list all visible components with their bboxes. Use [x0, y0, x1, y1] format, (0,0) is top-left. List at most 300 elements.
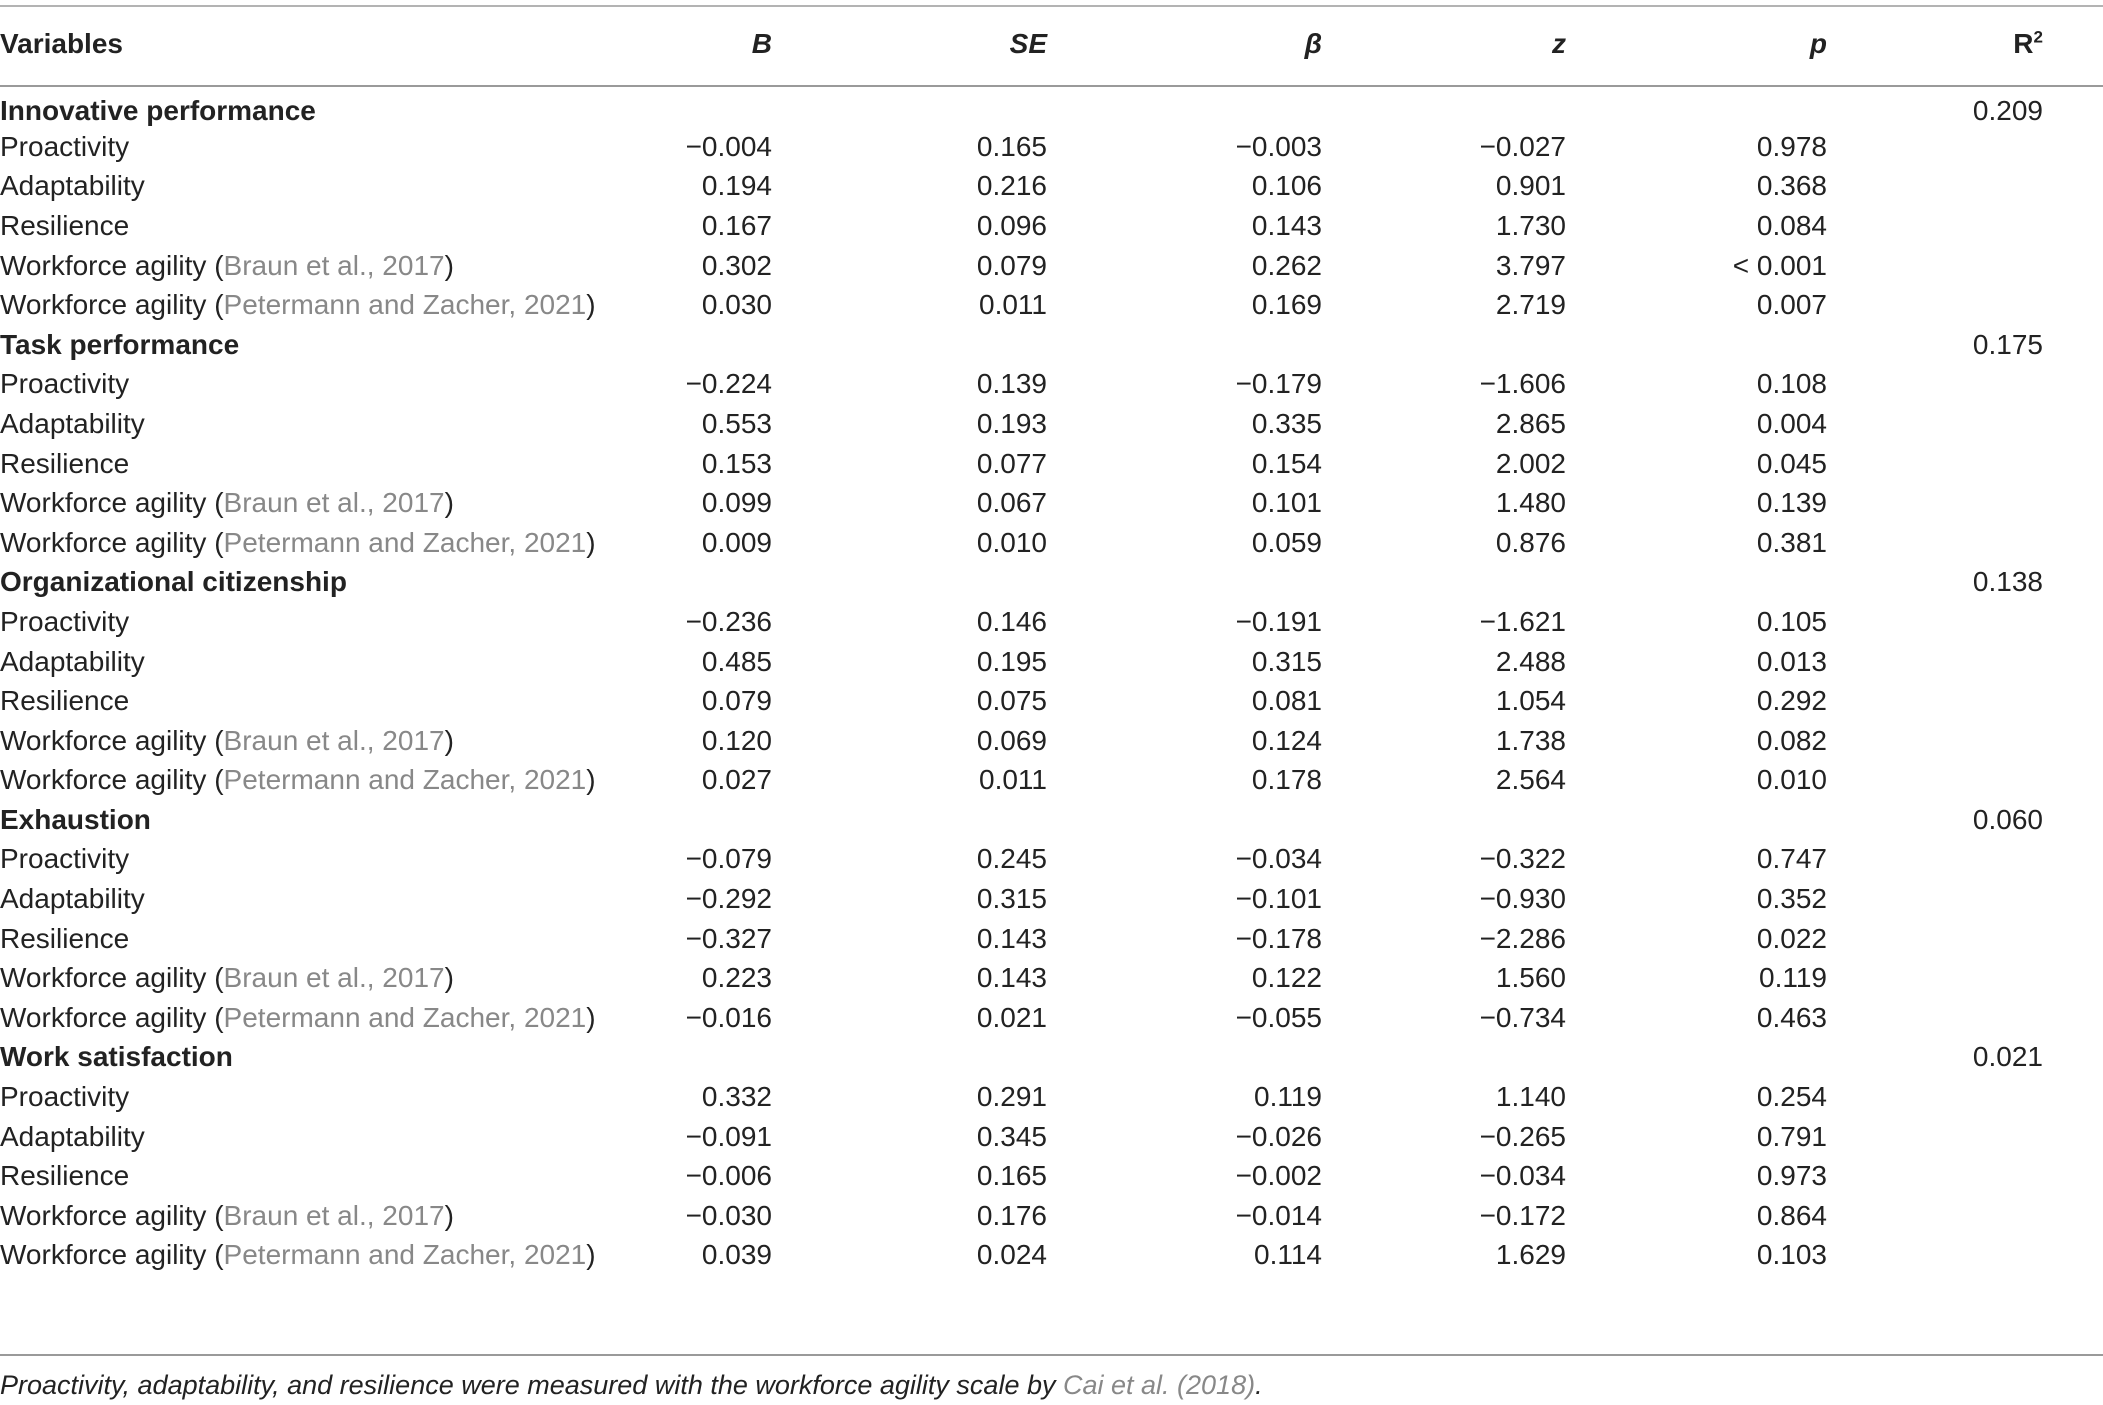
open-paren: ( [206, 764, 224, 796]
value-b: −0.224 [685, 368, 772, 400]
empty-cell [620, 563, 772, 603]
value-b: 0.027 [701, 764, 772, 796]
empty-cell [772, 325, 1047, 365]
empty-cell [1322, 800, 1566, 840]
header-r2-sup: 2 [2033, 27, 2043, 47]
table-row [0, 642, 2103, 682]
empty-cell [1322, 87, 1566, 127]
value-p: 0.022 [1756, 922, 1827, 954]
value-beta: −0.002 [1235, 1160, 1322, 1192]
table-row [0, 167, 2103, 207]
open-paren: ( [206, 962, 224, 994]
value-se: 0.143 [976, 962, 1047, 994]
value-z: 1.054 [1495, 685, 1566, 717]
spacer-cell [2043, 840, 2103, 880]
table-row [0, 998, 2103, 1038]
value-b: −0.004 [685, 130, 772, 162]
value-z: −0.034 [1479, 1160, 1566, 1192]
value-p: 0.463 [1756, 1001, 1827, 1033]
reference-link[interactable]: Petermann and Zacher, 2021 [223, 289, 587, 321]
value-z: −0.930 [1479, 883, 1566, 915]
empty-cell [1322, 325, 1566, 365]
group-label: Work satisfaction [0, 1041, 233, 1073]
spacer-cell [2043, 1156, 2103, 1196]
empty-cell [1827, 681, 2043, 721]
variable-cell [0, 127, 620, 167]
spacer-cell [2043, 1117, 2103, 1157]
close-paren: ) [444, 487, 454, 519]
value-se: 0.011 [979, 764, 1047, 796]
value-p: 0.292 [1756, 685, 1827, 717]
variable-cell [0, 998, 620, 1038]
variable-cell [0, 167, 620, 207]
value-se: 0.291 [976, 1081, 1047, 1113]
value-se: 0.193 [976, 407, 1047, 439]
value-b: 0.153 [701, 447, 772, 479]
value-se: 0.024 [976, 1239, 1047, 1271]
value-beta: 0.124 [1251, 724, 1322, 756]
value-z: −0.322 [1479, 843, 1566, 875]
empty-cell [1827, 444, 2043, 484]
variable-label: Workforce agility [0, 764, 207, 796]
variable-label: Workforce agility [0, 1001, 207, 1033]
spacer-cell [2043, 167, 2103, 207]
variable-label: Resilience [0, 685, 130, 717]
spacer-cell [2043, 642, 2103, 682]
value-beta: 0.106 [1251, 170, 1322, 202]
empty-cell [1827, 285, 2043, 325]
open-paren: ( [206, 249, 224, 281]
reference-link[interactable]: Braun et al., 2017 [223, 962, 445, 994]
empty-cell [1827, 1236, 2043, 1276]
variable-label: Workforce agility [0, 487, 207, 519]
empty-cell [1566, 1038, 1827, 1078]
value-b: 0.485 [701, 645, 772, 677]
close-paren: ) [444, 724, 454, 756]
value-p: 0.004 [1756, 407, 1827, 439]
header-r2 [1827, 0, 2043, 87]
value-p: 0.013 [1756, 645, 1827, 677]
value-p: 0.103 [1756, 1239, 1827, 1271]
table-row [0, 285, 2103, 325]
reference-link[interactable]: Braun et al., 2017 [223, 249, 445, 281]
reference-link[interactable]: Braun et al., 2017 [223, 724, 445, 756]
table-row [0, 1156, 2103, 1196]
spacer-cell [2043, 761, 2103, 801]
value-z: 3.797 [1495, 249, 1566, 281]
value-se: 0.146 [976, 605, 1047, 637]
value-beta: −0.179 [1235, 368, 1322, 400]
value-beta: 0.178 [1251, 764, 1322, 796]
value-z: 2.564 [1495, 764, 1566, 796]
variable-label: Proactivity [0, 368, 130, 400]
empty-cell [1566, 325, 1827, 365]
variable-cell [0, 642, 620, 682]
variable-label: Adaptability [0, 645, 145, 677]
value-p: 0.368 [1756, 170, 1827, 202]
value-z: −0.734 [1479, 1001, 1566, 1033]
empty-cell [1047, 87, 1322, 127]
empty-cell [1827, 404, 2043, 444]
group-row [0, 800, 2103, 840]
spacer-cell [2043, 365, 2103, 405]
variable-cell [0, 721, 620, 761]
empty-cell [1827, 919, 2043, 959]
value-b: 0.302 [701, 249, 772, 281]
variable-cell [0, 285, 620, 325]
reference-link[interactable]: Petermann and Zacher, 2021 [223, 1239, 587, 1271]
table-row [0, 246, 2103, 286]
table-row [0, 206, 2103, 246]
empty-cell [1827, 998, 2043, 1038]
variable-label: Workforce agility [0, 724, 207, 756]
value-z: 1.629 [1495, 1239, 1566, 1271]
spacer-cell [2043, 721, 2103, 761]
close-paren: ) [586, 764, 596, 796]
r2-value: 0.209 [1972, 95, 2043, 126]
table-row [0, 919, 2103, 959]
value-se: 0.011 [979, 289, 1047, 321]
value-b: −0.236 [685, 605, 772, 637]
variable-label: Resilience [0, 447, 130, 479]
empty-cell [1827, 1077, 2043, 1117]
variable-label: Workforce agility [0, 289, 207, 321]
value-beta: −0.003 [1235, 130, 1322, 162]
value-se: 0.195 [976, 645, 1047, 677]
empty-cell [772, 87, 1047, 127]
empty-cell [1047, 325, 1322, 365]
variable-cell [0, 681, 620, 721]
variable-cell [0, 958, 620, 998]
value-beta: 0.262 [1251, 249, 1322, 281]
value-p: 0.747 [1756, 843, 1827, 875]
value-se: 0.069 [976, 724, 1047, 756]
value-z: 1.730 [1495, 209, 1566, 241]
variable-cell [0, 1196, 620, 1236]
empty-cell [1322, 1038, 1566, 1078]
value-p: 0.978 [1756, 130, 1827, 162]
value-b: 0.009 [701, 526, 772, 558]
r2-value: 0.175 [1972, 328, 2043, 360]
value-z: −2.286 [1479, 922, 1566, 954]
value-z: 0.901 [1495, 170, 1566, 202]
empty-cell [1827, 523, 2043, 563]
value-p: < 0.001 [1732, 249, 1827, 281]
variable-cell [0, 761, 620, 801]
value-z: −0.265 [1479, 1120, 1566, 1152]
value-se: 0.143 [976, 922, 1047, 954]
variable-label: Workforce agility [0, 1199, 207, 1231]
variable-label: Workforce agility [0, 962, 207, 994]
value-p: 0.381 [1756, 526, 1827, 558]
spacer-cell [2043, 958, 2103, 998]
variable-cell [0, 404, 620, 444]
value-p: 0.045 [1756, 447, 1827, 479]
header-z: z [1552, 27, 1566, 59]
reference-link[interactable]: Braun et al., 2017 [223, 1199, 445, 1231]
reference-link[interactable]: Petermann and Zacher, 2021 [223, 1001, 587, 1033]
header-se: SE [1009, 27, 1047, 59]
table-row [0, 958, 2103, 998]
value-z: 1.560 [1495, 962, 1566, 994]
empty-cell [620, 87, 772, 127]
empty-cell [772, 563, 1047, 603]
header-b: B [751, 27, 772, 59]
spacer-cell [2043, 523, 2103, 563]
spacer-cell [2043, 444, 2103, 484]
table-row [0, 1077, 2103, 1117]
table-row [0, 1196, 2103, 1236]
value-beta: 0.059 [1251, 526, 1322, 558]
spacer-cell [2043, 404, 2103, 444]
group-row [0, 563, 2103, 603]
value-z: −1.621 [1479, 605, 1566, 637]
value-se: 0.010 [976, 526, 1047, 558]
empty-cell [1827, 206, 2043, 246]
value-p: 0.139 [1756, 487, 1827, 519]
value-p: 0.082 [1756, 724, 1827, 756]
empty-cell [1047, 563, 1322, 603]
open-paren: ( [206, 1199, 224, 1231]
variable-cell [0, 1117, 620, 1157]
value-beta: 0.154 [1251, 447, 1322, 479]
value-p: 0.973 [1756, 1160, 1827, 1192]
empty-cell [1827, 127, 2043, 167]
spacer-cell [2043, 919, 2103, 959]
value-p: 0.007 [1756, 289, 1827, 321]
empty-cell [1827, 602, 2043, 642]
variable-cell [0, 523, 620, 563]
value-p: 0.791 [1756, 1120, 1827, 1152]
table-row [0, 404, 2103, 444]
value-se: 0.216 [976, 170, 1047, 202]
table-row [0, 1117, 2103, 1157]
empty-cell [1322, 563, 1566, 603]
open-paren: ( [206, 289, 224, 321]
open-paren: ( [206, 1001, 224, 1033]
header-p: p [1809, 27, 1827, 59]
value-se: 0.139 [976, 368, 1047, 400]
variable-label: Proactivity [0, 130, 130, 162]
value-se: 0.345 [976, 1120, 1047, 1152]
value-se: 0.021 [976, 1001, 1047, 1033]
value-se: 0.075 [976, 685, 1047, 717]
header-variables: Variables [0, 27, 123, 59]
value-b: 0.553 [701, 407, 772, 439]
open-paren: ( [206, 487, 224, 519]
close-paren: ) [444, 249, 454, 281]
variable-label: Adaptability [0, 883, 145, 915]
value-se: 0.077 [976, 447, 1047, 479]
empty-cell [620, 1038, 772, 1078]
group-label: Organizational citizenship [0, 566, 347, 598]
empty-cell [1047, 1038, 1322, 1078]
spacer-cell [2043, 127, 2103, 167]
variable-label: Adaptability [0, 1120, 145, 1152]
variable-cell [0, 919, 620, 959]
r2-value: 0.060 [1972, 803, 2043, 835]
value-se: 0.315 [976, 883, 1047, 915]
empty-cell [1827, 246, 2043, 286]
value-beta: −0.014 [1235, 1199, 1322, 1231]
value-b: −0.091 [685, 1120, 772, 1152]
value-beta: −0.034 [1235, 843, 1322, 875]
value-b: −0.030 [685, 1199, 772, 1231]
spacer-cell [2043, 879, 2103, 919]
value-beta: −0.026 [1235, 1120, 1322, 1152]
spacer-cell [2043, 602, 2103, 642]
value-p: 0.119 [1759, 962, 1827, 994]
value-se: 0.067 [976, 487, 1047, 519]
group-label: Innovative performance [0, 95, 316, 126]
footnote-reference-link[interactable]: Cai et al. (2018) [1062, 1370, 1256, 1400]
empty-cell [1566, 563, 1827, 603]
value-b: 0.120 [701, 724, 772, 756]
variable-cell [0, 1077, 620, 1117]
value-z: 2.719 [1495, 289, 1566, 321]
empty-cell [772, 800, 1047, 840]
variable-label: Resilience [0, 209, 130, 241]
group-label: Task performance [0, 328, 240, 360]
variable-cell [0, 206, 620, 246]
value-b: −0.327 [685, 922, 772, 954]
value-b: 0.079 [701, 685, 772, 717]
value-beta: −0.178 [1235, 922, 1322, 954]
value-z: 2.488 [1495, 645, 1566, 677]
header-spacer [2043, 0, 2103, 87]
value-beta: −0.055 [1235, 1001, 1322, 1033]
spacer-cell [2043, 325, 2103, 365]
value-se: 0.096 [976, 209, 1047, 241]
empty-cell [1827, 1117, 2043, 1157]
value-p: 0.864 [1756, 1199, 1827, 1231]
value-beta: 0.315 [1251, 645, 1322, 677]
value-b: 0.194 [701, 170, 772, 202]
value-p: 0.010 [1756, 764, 1827, 796]
value-b: −0.006 [685, 1160, 772, 1192]
table-row [0, 365, 2103, 405]
group-label: Exhaustion [0, 803, 151, 835]
table-row [0, 681, 2103, 721]
empty-cell [1827, 958, 2043, 998]
table-row [0, 523, 2103, 563]
spacer-cell [2043, 285, 2103, 325]
close-paren: ) [586, 526, 596, 558]
empty-cell [1827, 840, 2043, 880]
variable-cell [0, 483, 620, 523]
value-se: 0.176 [976, 1199, 1047, 1231]
value-b: −0.079 [685, 843, 772, 875]
value-b: 0.030 [701, 289, 772, 321]
value-b: −0.292 [685, 883, 772, 915]
spacer-cell [2043, 681, 2103, 721]
value-z: −0.172 [1479, 1199, 1566, 1231]
variable-cell [0, 602, 620, 642]
bottom-rule [0, 1354, 2103, 1356]
value-b: −0.016 [685, 1001, 772, 1033]
empty-cell [1827, 1196, 2043, 1236]
value-beta: 0.114 [1254, 1239, 1322, 1271]
variable-label: Workforce agility [0, 1239, 207, 1271]
group-row [0, 87, 2103, 127]
value-beta: −0.191 [1235, 605, 1322, 637]
close-paren: ) [586, 1239, 596, 1271]
value-beta: 0.143 [1251, 209, 1322, 241]
header-r2-base: R [2013, 27, 2034, 59]
variable-label: Resilience [0, 1160, 130, 1192]
variable-cell [0, 246, 620, 286]
value-p: 0.352 [1756, 883, 1827, 915]
spacer-cell [2043, 246, 2103, 286]
spacer-cell [2043, 483, 2103, 523]
value-se: 0.165 [976, 1160, 1047, 1192]
reference-link[interactable]: Braun et al., 2017 [223, 487, 445, 519]
spacer-cell [2043, 1077, 2103, 1117]
table-row [0, 761, 2103, 801]
value-se: 0.245 [976, 843, 1047, 875]
value-beta: 0.081 [1251, 685, 1322, 717]
footnote-text: Proactivity, adaptability, and resilience were measured with the workforce agility scale by [0, 1370, 1063, 1400]
empty-cell [1566, 800, 1827, 840]
empty-cell [620, 325, 772, 365]
value-beta: 0.119 [1254, 1081, 1322, 1113]
value-z: 2.865 [1495, 407, 1566, 439]
value-z: −0.027 [1479, 130, 1566, 162]
empty-cell [1827, 761, 2043, 801]
value-p: 0.254 [1756, 1081, 1827, 1113]
variable-cell [0, 1236, 620, 1276]
value-z: 0.876 [1495, 526, 1566, 558]
variable-cell [0, 1156, 620, 1196]
open-paren: ( [206, 724, 224, 756]
empty-cell [1827, 879, 2043, 919]
close-paren: ) [444, 962, 454, 994]
variable-label: Adaptability [0, 170, 145, 202]
variable-cell [0, 444, 620, 484]
variable-label: Workforce agility [0, 526, 207, 558]
close-paren: ) [586, 289, 596, 321]
value-b: 0.039 [701, 1239, 772, 1271]
variable-label: Adaptability [0, 407, 145, 439]
variable-label: Proactivity [0, 1081, 130, 1113]
group-row [0, 325, 2103, 365]
value-beta: −0.101 [1235, 883, 1322, 915]
variable-label: Proactivity [0, 843, 130, 875]
spacer-cell [2043, 87, 2103, 127]
empty-cell [1827, 167, 2043, 207]
variable-label: Workforce agility [0, 249, 207, 281]
variable-cell [0, 365, 620, 405]
value-z: 2.002 [1495, 447, 1566, 479]
variable-label: Proactivity [0, 605, 130, 637]
table-row [0, 483, 2103, 523]
spacer-cell [2043, 1196, 2103, 1236]
variable-cell [0, 840, 620, 880]
empty-cell [1047, 800, 1322, 840]
empty-cell [1827, 365, 2043, 405]
value-b: 0.223 [701, 962, 772, 994]
table-row [0, 127, 2103, 167]
footnote-end: . [1255, 1370, 1263, 1400]
group-row [0, 1038, 2103, 1078]
empty-cell [1827, 642, 2043, 682]
close-paren: ) [586, 1001, 596, 1033]
reference-link[interactable]: Petermann and Zacher, 2021 [223, 526, 587, 558]
reference-link[interactable]: Petermann and Zacher, 2021 [223, 764, 587, 796]
r2-value: 0.021 [1972, 1041, 2043, 1073]
empty-cell [1827, 721, 2043, 761]
table-row [0, 1236, 2103, 1276]
